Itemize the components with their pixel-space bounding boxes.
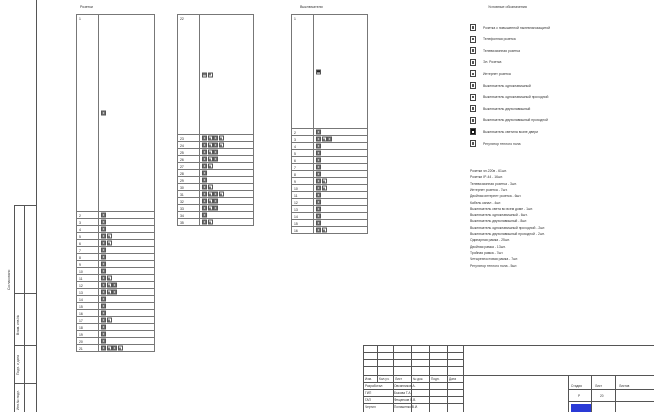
row-number: 25: [178, 149, 200, 156]
row-number: 5: [292, 150, 314, 157]
socket-symbol-icon: [316, 69, 321, 74]
legend-text: Выключатель одноклавишный проходной: [483, 95, 549, 100]
socket-symbol-icon: [101, 111, 106, 116]
socket-symbol-icon: [101, 311, 106, 316]
switches-table: [291, 14, 368, 234]
socket-symbol-icon: [202, 150, 218, 155]
table-row: [77, 289, 155, 296]
row-symbol: [200, 198, 254, 205]
row-symbol: [314, 178, 368, 185]
row-symbol: [314, 15, 368, 129]
socket-symbol-icon: [316, 172, 321, 177]
socket-symbol-icon: [202, 171, 207, 176]
summary-line: Двойная интернет розетка - 6шт.: [470, 194, 522, 199]
table-row: [292, 213, 368, 220]
row-symbol: [99, 310, 155, 317]
summary-line: Розетки IP-44 - 16шт.: [470, 175, 503, 180]
socket-symbol-icon: [202, 185, 213, 190]
summary-line: Телевизионная розетка - 3шт.: [470, 181, 517, 186]
left-strip: [0, 205, 36, 412]
socket-symbol-icon: [202, 178, 207, 183]
socket-symbol-icon: [202, 72, 213, 77]
legend-item: [470, 140, 521, 147]
table-row: [77, 15, 155, 212]
legend-item: [470, 59, 501, 66]
socket-symbol-icon: [101, 332, 106, 337]
summary-line: Тройная рамка - 7шт.: [470, 250, 504, 255]
row-symbol: [200, 212, 254, 219]
socket-symbol-icon: [316, 158, 321, 163]
tb-role-4: Чертил: [365, 405, 376, 409]
legend-text: Телевизионная розетка: [483, 48, 520, 53]
table-row: [292, 171, 368, 178]
row-number: 26: [178, 156, 200, 163]
table-row: [178, 219, 254, 226]
table-row: [77, 219, 155, 226]
company-logo: [571, 404, 591, 412]
legend-item: [470, 36, 516, 43]
legend-symbol-icon: [470, 94, 476, 101]
legend-symbol-icon: [470, 47, 476, 54]
table-row: [292, 185, 368, 192]
tb-role-1: Разработал: [365, 384, 383, 388]
row-number: 14: [292, 213, 314, 220]
legend-item: [470, 82, 531, 89]
row-symbol: [314, 227, 368, 234]
table-row: [77, 338, 155, 345]
row-number: 6: [77, 240, 99, 247]
row-symbol: [99, 226, 155, 233]
row-symbol: [314, 150, 368, 157]
row-symbol: [99, 282, 155, 289]
row-symbol: [99, 317, 155, 324]
summary-line: Выключатель двухклавишный проходной - 2шт.: [470, 232, 545, 236]
table-row: [77, 226, 155, 233]
row-number: 12: [292, 199, 314, 206]
legend-text: Розетка с повышенной пылевлагозащитой: [483, 25, 551, 30]
row-number: 29: [178, 177, 200, 184]
legend-text: Выключатель светила возле двери: [483, 129, 539, 134]
row-number: 8: [292, 171, 314, 178]
summary-line: Кабель канал - 4шт.: [470, 200, 502, 205]
table-row: [292, 199, 368, 206]
row-number: 9: [77, 261, 99, 268]
row-number: 28: [178, 170, 200, 177]
table-row: [178, 198, 254, 205]
legend-text: Выключатель двухклавишный: [483, 106, 531, 111]
row-symbol: [200, 142, 254, 149]
table-row: [292, 136, 368, 143]
socket-symbol-icon: [316, 151, 321, 156]
row-symbol: [314, 136, 368, 143]
row-number: 10: [292, 185, 314, 192]
socket-symbol-icon: [101, 304, 106, 309]
table-row: [77, 282, 155, 289]
orig-label: Инв.№ подл.: [16, 389, 20, 410]
tb-data: Дата: [449, 377, 457, 381]
row-number: 34: [178, 212, 200, 219]
socket-symbol-icon: [316, 221, 321, 226]
table-row: [178, 205, 254, 212]
legend-item: [470, 128, 538, 135]
legend-text: Интернет розетка: [483, 71, 511, 76]
summary-line: Четырехпостовая рамка - 7шт.: [470, 257, 518, 262]
table-row: [77, 310, 155, 317]
table-row: [292, 220, 368, 227]
table-row: [77, 275, 155, 282]
row-symbol: [200, 184, 254, 191]
summary-line: Выключатель одноклавишный - 6шт.: [470, 213, 528, 218]
row-symbol: [314, 192, 368, 199]
tb-sheet-value: 20: [600, 394, 604, 398]
inv-label: Взам. инв.№: [16, 314, 20, 335]
tb-podp: Подп.: [431, 377, 440, 381]
row-symbol: [200, 205, 254, 212]
table-row: [77, 212, 155, 219]
row-symbol: [99, 212, 155, 219]
table-row: [178, 156, 254, 163]
row-number: 15: [292, 220, 314, 227]
socket-symbol-icon: [101, 269, 106, 274]
row-symbol: [314, 213, 368, 220]
socket-symbol-icon: [202, 220, 213, 225]
row-number: 6: [292, 157, 314, 164]
legend-symbol-icon: [470, 24, 476, 31]
socket-symbol-icon: [202, 136, 224, 141]
row-symbol: [99, 254, 155, 261]
socket-symbol-icon: [202, 164, 213, 169]
socket-symbol-icon: [101, 213, 106, 218]
frame-left-border: [36, 0, 37, 412]
row-symbol: [200, 149, 254, 156]
summary-line: Выключатель света во всем доме - 1шт.: [470, 206, 533, 211]
row-number: 27: [178, 163, 200, 170]
row-number: 5: [77, 233, 99, 240]
legend-item: [470, 24, 550, 31]
summary-line: Регулятор теплого пола - 5шт.: [470, 263, 518, 268]
legend-text: Регулятор теплого пола: [483, 141, 521, 146]
socket-symbol-icon: [101, 339, 106, 344]
table-row: [77, 268, 155, 275]
socket-symbol-icon: [101, 220, 106, 225]
tb-role-3: ГАП: [365, 398, 371, 402]
socket-symbol-icon: [202, 213, 207, 218]
socket-symbol-icon: [202, 157, 218, 162]
tb-stage-value: Р: [578, 394, 581, 398]
sockets-table-2: [177, 14, 254, 226]
row-number: 10: [77, 268, 99, 275]
tb-ndok: № док.: [413, 377, 424, 381]
socket-symbol-icon: [316, 214, 321, 219]
socket-symbol-icon: [316, 193, 321, 198]
socket-symbol-icon: [101, 346, 123, 351]
legend-symbol-icon: [470, 117, 476, 124]
socket-symbol-icon: [316, 144, 321, 149]
table-row: [292, 15, 368, 129]
sockets-header: Розетки: [80, 5, 93, 9]
legend-symbol-icon: [470, 70, 476, 77]
table-row: [292, 206, 368, 213]
switches-header: Выключатели: [300, 5, 323, 9]
row-number: 22: [178, 15, 200, 135]
tb-sheet-header: Лист: [595, 384, 602, 388]
table-row: [178, 15, 254, 135]
table-row: [178, 163, 254, 170]
table-row: [292, 164, 368, 171]
socket-symbol-icon: [101, 255, 106, 260]
row-symbol: [99, 15, 155, 212]
row-number: 2: [292, 129, 314, 136]
row-symbol: [314, 185, 368, 192]
tb-izm: Изм.: [365, 377, 372, 381]
row-number: 23: [178, 135, 200, 142]
legend-symbol-icon: [470, 59, 476, 66]
legend-text: Эл. Розетка: [483, 60, 502, 65]
row-number: 21: [77, 345, 99, 352]
socket-symbol-icon: [101, 325, 106, 330]
row-number: 15: [77, 303, 99, 310]
row-number: 20: [77, 338, 99, 345]
row-number: 13: [292, 206, 314, 213]
row-number: 4: [292, 143, 314, 150]
table-row: [292, 157, 368, 164]
row-number: 19: [77, 331, 99, 338]
socket-symbol-icon: [316, 165, 321, 170]
table-row: [178, 212, 254, 219]
row-symbol: [200, 191, 254, 198]
legend-item: [470, 47, 520, 54]
socket-symbol-icon: [202, 192, 224, 197]
row-number: 8: [77, 254, 99, 261]
row-symbol: [314, 199, 368, 206]
row-number: 1: [292, 15, 314, 129]
legend-text: Выключатель одноклавишный: [483, 83, 531, 88]
socket-symbol-icon: [202, 206, 218, 211]
socket-symbol-icon: [101, 318, 112, 323]
tb-role-2: ГИП: [365, 391, 372, 395]
table-row: [77, 296, 155, 303]
legend-header: Условные обозначения: [488, 5, 527, 9]
tb-list: Лист: [395, 377, 402, 381]
table-row: [292, 192, 368, 199]
row-number: 13: [77, 289, 99, 296]
socket-symbol-icon: [316, 200, 321, 205]
socket-symbol-icon: [101, 234, 112, 239]
row-symbol: [200, 219, 254, 226]
tb-sheets-header: Листов: [619, 384, 630, 388]
row-symbol: [200, 15, 254, 135]
row-symbol: [99, 324, 155, 331]
table-row: [77, 240, 155, 247]
row-number: 11: [292, 192, 314, 199]
row-symbol: [99, 247, 155, 254]
summary-line: Интернет розетка - 7шт.: [470, 187, 508, 192]
title-block: [363, 345, 654, 412]
legend-item: [470, 94, 548, 101]
row-symbol: [314, 164, 368, 171]
legend-symbol-icon: [470, 140, 476, 147]
row-number: 11: [77, 275, 99, 282]
legend-text: Телефонная розетка: [483, 37, 516, 42]
row-symbol: [314, 157, 368, 164]
row-number: 33: [178, 205, 200, 212]
summary-line: Одинарная рамка - 25шт.: [470, 238, 510, 243]
row-symbol: [314, 129, 368, 136]
table-row: [178, 149, 254, 156]
row-number: 31: [178, 191, 200, 198]
socket-symbol-icon: [101, 241, 112, 246]
socket-symbol-icon: [202, 199, 218, 204]
row-number: 35: [178, 219, 200, 226]
table-row: [292, 227, 368, 234]
row-symbol: [99, 275, 155, 282]
legend-item: [470, 70, 511, 77]
row-symbol: [314, 171, 368, 178]
row-number: 18: [77, 324, 99, 331]
row-number: 16: [77, 310, 99, 317]
table-row: [77, 261, 155, 268]
table-row: [77, 345, 155, 352]
row-number: 16: [292, 227, 314, 234]
row-number: 7: [77, 247, 99, 254]
row-symbol: [99, 338, 155, 345]
row-number: 3: [77, 219, 99, 226]
summary-line: Выключатель одноклавишный проходной - 2шт.: [470, 225, 546, 230]
legend-symbol-icon: [470, 128, 476, 135]
table-row: [77, 331, 155, 338]
row-symbol: [99, 240, 155, 247]
socket-symbol-icon: [202, 143, 224, 148]
row-symbol: [99, 345, 155, 352]
row-symbol: [200, 170, 254, 177]
row-symbol: [314, 220, 368, 227]
tb-name-3: Фещенков В.В.: [394, 398, 417, 402]
row-number: 9: [292, 178, 314, 185]
socket-symbol-icon: [101, 283, 117, 288]
legend-symbol-icon: [470, 82, 476, 89]
row-symbol: [99, 289, 155, 296]
summary-line: Двойная рамка - 13шт.: [470, 244, 506, 249]
legend-symbol-icon: [470, 36, 476, 43]
table-row: [178, 191, 254, 198]
table-row: [77, 254, 155, 261]
table-row: [77, 247, 155, 254]
socket-symbol-icon: [316, 207, 321, 212]
socket-symbol-icon: [316, 130, 321, 135]
row-number: 1: [77, 15, 99, 212]
legend-text: Выключатель двухклавишный проходной: [483, 118, 548, 123]
socket-symbol-icon: [316, 137, 332, 142]
socket-symbol-icon: [101, 290, 117, 295]
row-number: 3: [292, 136, 314, 143]
socket-symbol-icon: [101, 276, 112, 281]
row-symbol: [200, 177, 254, 184]
row-symbol: [99, 268, 155, 275]
table-row: [292, 178, 368, 185]
table-row: [77, 324, 155, 331]
table-row: [178, 170, 254, 177]
row-symbol: [99, 233, 155, 240]
table-row: [178, 177, 254, 184]
socket-symbol-icon: [316, 186, 327, 191]
tb-name-1: Овсянников А.: [394, 384, 416, 388]
socket-symbol-icon: [101, 248, 106, 253]
socket-symbol-icon: [101, 227, 106, 232]
row-number: 12: [77, 282, 99, 289]
table-row: [77, 303, 155, 310]
row-symbol: [314, 206, 368, 213]
row-number: 32: [178, 198, 200, 205]
table-row: [178, 142, 254, 149]
table-row: [292, 150, 368, 157]
summary-line: Розетки эл.220в - 61шт.: [470, 169, 507, 173]
table-row: [77, 233, 155, 240]
row-number: 17: [77, 317, 99, 324]
legend-symbol-icon: [470, 105, 476, 112]
table-row: [292, 143, 368, 150]
tb-name-2: Быкова Т.А.: [394, 391, 412, 395]
row-number: 2: [77, 212, 99, 219]
socket-symbol-icon: [316, 228, 327, 233]
row-symbol: [99, 303, 155, 310]
row-number: 4: [77, 226, 99, 233]
sockets-table-1: [76, 14, 155, 352]
table-row: [178, 135, 254, 142]
agreed-label: Согласовано: [7, 269, 11, 290]
tb-stage-header: Стадия: [571, 384, 582, 388]
legend-item: [470, 117, 548, 124]
row-number: 24: [178, 142, 200, 149]
socket-symbol-icon: [101, 262, 106, 267]
row-number: 30: [178, 184, 200, 191]
socket-symbol-icon: [316, 179, 327, 184]
table-row: [77, 317, 155, 324]
summary-line: Выключатель двухклавишный - 8шт.: [470, 219, 528, 224]
row-symbol: [200, 156, 254, 163]
row-symbol: [99, 219, 155, 226]
row-symbol: [99, 261, 155, 268]
row-symbol: [200, 135, 254, 142]
table-row: [178, 184, 254, 191]
row-symbol: [99, 331, 155, 338]
row-symbol: [314, 143, 368, 150]
tb-koluch: Кол.уч.: [379, 377, 390, 381]
socket-symbol-icon: [101, 297, 106, 302]
table-row: [292, 129, 368, 136]
row-symbol: [200, 163, 254, 170]
row-symbol: [99, 296, 155, 303]
row-number: 14: [77, 296, 99, 303]
legend-item: [470, 105, 530, 112]
row-number: 7: [292, 164, 314, 171]
tb-name-4: Полишенко В.И.: [394, 405, 419, 409]
sign-date-label: Подп. и дата: [16, 355, 20, 375]
